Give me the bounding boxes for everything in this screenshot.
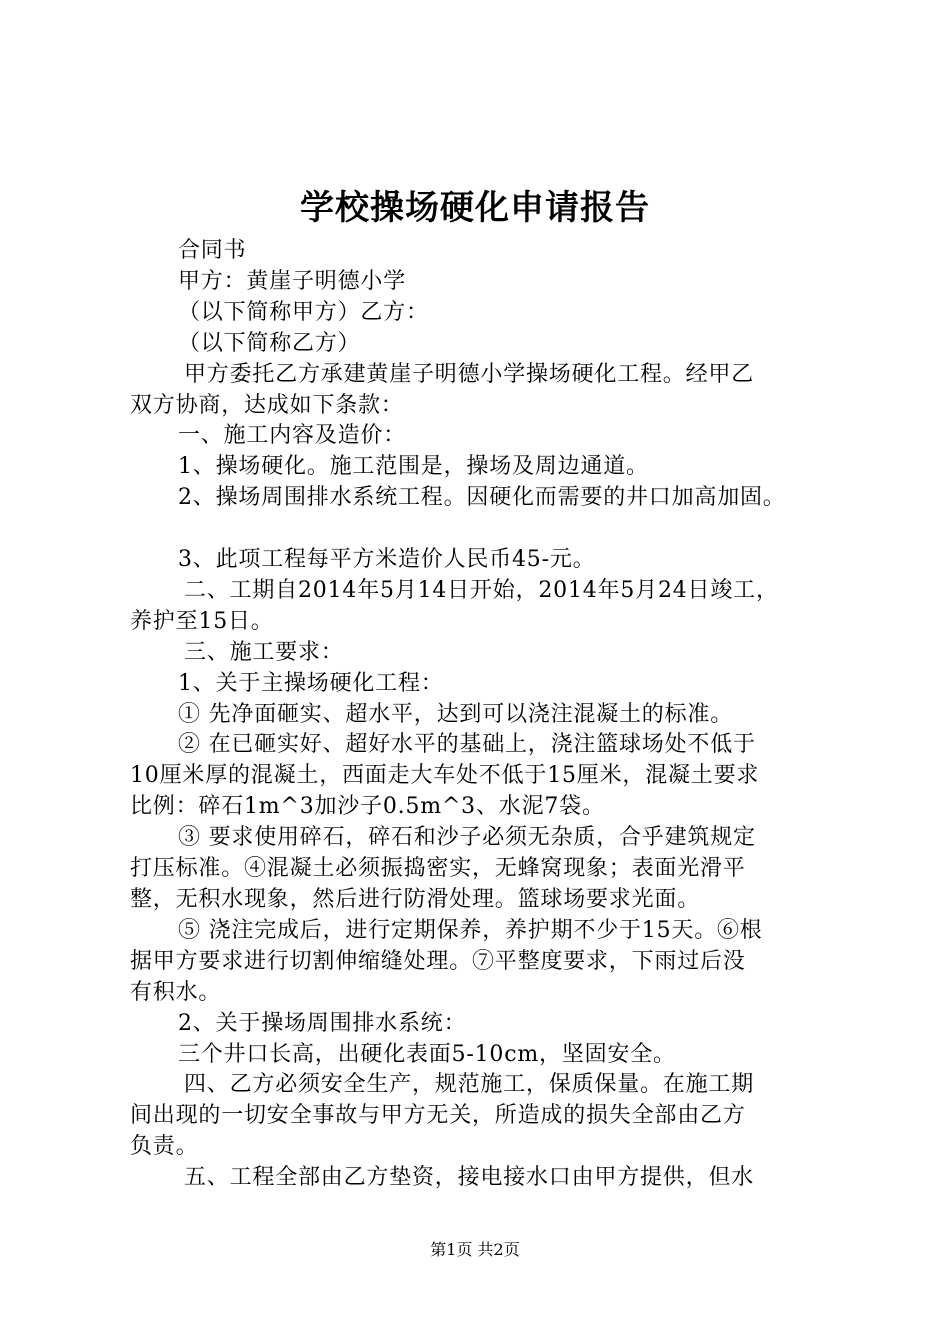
paragraph-line: ⑤ 浇注完成后，进行定期保养，养护期不少于15天。⑥根 — [178, 917, 763, 943]
section-heading: 五、工程全部由乙方垫资，接电接水口由甲方提供，但水 — [184, 1165, 755, 1191]
party-a-line: 甲方：黄崖子明德小学 — [178, 268, 407, 294]
document-body — [130, 236, 830, 1194]
section-heading: 四、乙方必须安全生产，规范施工，保质保量。在施工期 — [184, 1072, 755, 1098]
paragraph-line: 打压标准。④混凝土必须振捣密实，无蜂窝现象；表面光滑平 — [130, 856, 746, 882]
subsection-heading: 2、关于操场周围排水系统： — [178, 1010, 467, 1036]
paragraph-line: 间出现的一切安全事故与甲方无关，所造成的损失全部由乙方 — [130, 1103, 746, 1129]
paragraph-line: 整，无积水现象，然后进行防滑处理。篮球场要求光面。 — [130, 887, 701, 913]
paragraph-line: ③ 要求使用碎石，碎石和沙子必须无杂质，合乎建筑规定 — [178, 825, 756, 851]
paragraph-line: ② 在已砸实好、超好水平的基础上，浇注篮球场处不低于 — [178, 732, 756, 758]
paragraph-line: 三个井口长高，出硬化表面5-10cm，坚固安全。 — [178, 1041, 676, 1067]
blank-line — [130, 514, 830, 545]
party-b-line: （以下简称甲方）乙方： — [178, 299, 429, 325]
page-footer: 第1页 共2页 — [430, 1240, 520, 1259]
paragraph-line: 3、此项工程每平方米造价人民币45-元。 — [178, 547, 596, 573]
paragraph-line: 二、工期自2014年5月14日开始，2014年5月24日竣工， — [184, 577, 779, 603]
paragraph-line: 比例：碎石1m^3加沙子0.5m^3、水泥7袋。 — [130, 794, 605, 820]
paragraph-line: 负责。 — [130, 1134, 199, 1160]
subsection-heading: 1、关于主操场硬化工程： — [178, 670, 444, 696]
contract-heading: 合同书 — [178, 238, 247, 263]
paragraph-line: 据甲方要求进行切割伸缩缝处理。⑦平整度要求，下雨过后没 — [130, 948, 746, 974]
paragraph-line: 1、操场硬化。施工范围是，操场及周边通道。 — [178, 454, 649, 480]
paragraph-line: 有积水。 — [130, 979, 222, 1005]
section-heading: 一、施工内容及造价： — [178, 423, 407, 449]
section-heading: 三、施工要求： — [184, 639, 344, 665]
paragraph-line: ① 先净面砸实、超水平，达到可以浇注混凝土的标准。 — [178, 701, 733, 727]
document-title: 学校操场硬化申请报告 — [300, 188, 650, 228]
paragraph-line: 双方协商，达成如下条款： — [130, 392, 404, 418]
paragraph-line: 10厘米厚的混凝土，西面走大车处不低于15厘米，混凝土要求 — [130, 763, 760, 789]
paragraph-line: 养护至15日。 — [130, 608, 274, 634]
paragraph-line: 甲方委托乙方承建黄崖子明德小学操场硬化工程。经甲乙 — [184, 361, 755, 387]
party-b-note: （以下简称乙方） — [178, 330, 361, 356]
paragraph-line: 2、操场周围排水系统工程。因硬化而需要的井口加高加固。 — [178, 485, 786, 511]
